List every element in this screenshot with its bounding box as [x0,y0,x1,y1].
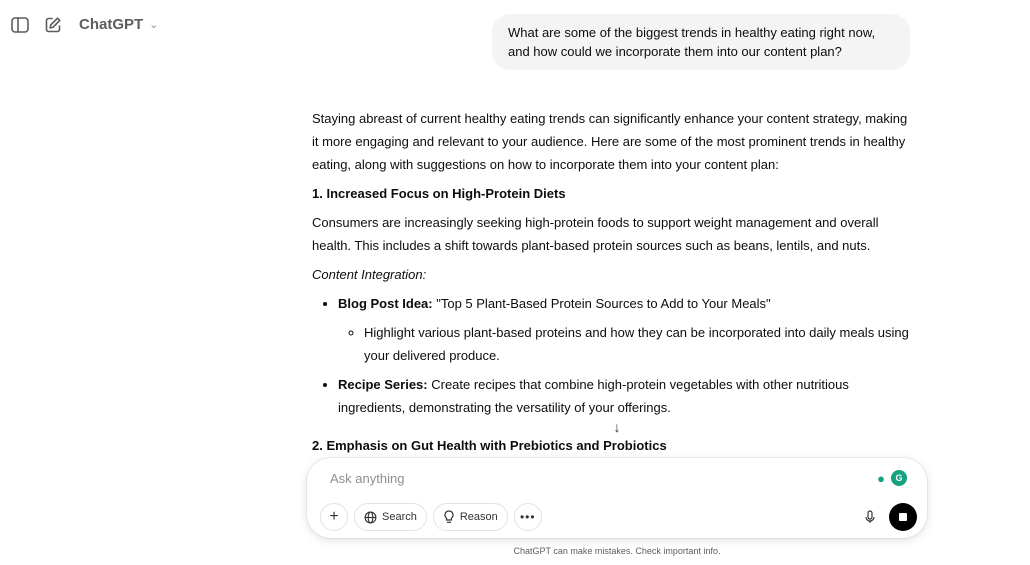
response-intro: Staying abreast of current healthy eating trends can significantly enhance your content strategy, making it more engaging and relevant to your audience. Here are some of the most prominent trends in healthy eating, along with suggestions on how to incorporate them into your content plan: [312,111,908,172]
assistant-response [312,107,912,453]
microphone-icon[interactable] [858,505,882,529]
plus-icon: + [329,508,339,525]
model-name: ChatGPT [79,16,144,33]
model-selector[interactable] [79,16,158,33]
reason-button-label: Reason [459,511,498,523]
sidebar-toggle-icon[interactable] [9,14,31,36]
chat-input[interactable] [328,470,852,487]
bullet-text-blog: "Top 5 Plant-Based Protein Sources to Add to Your Meals" [432,296,771,311]
globe-icon [364,511,377,524]
search-button-label: Search [382,511,417,523]
more-options-button[interactable] [514,503,542,531]
sub-list-item [364,321,912,367]
bullet-text-recipe: Create recipes that combine high-protein vegetables with other nutritious ingredients, demonstrating the versatility of your offerings. [338,377,849,415]
composer [307,458,927,538]
stop-icon [899,513,907,521]
integration-list [312,292,912,419]
user-message-bubble [492,14,910,70]
reason-button[interactable] [433,503,508,531]
bullet-label-blog: Blog Post Idea: [338,296,433,311]
section-body-1: Consumers are increasingly seeking high-protein foods to support weight management and overall health. This includes a shift towards plant-based protein sources such as beans, lentils, and nuts. [312,215,879,253]
grammarly-icon[interactable]: G [891,470,907,486]
list-item [338,373,912,419]
user-message-text: What are some of the biggest trends in healthy eating right now, and how could we incorporate them into our content plan? [508,25,876,59]
scroll-down-arrow-icon[interactable]: ↓ [613,419,621,435]
search-button[interactable] [354,503,427,531]
add-attachment-button[interactable] [320,503,348,531]
lightbulb-extension-icon[interactable]: ● [873,470,889,486]
bullet-label-recipe: Recipe Series: [338,377,428,392]
chevron-down-icon: ⌄ [149,19,159,31]
lightbulb-icon [443,510,455,524]
disclaimer-note: ChatGPT can make mistakes. Check important info. [513,546,721,556]
content-integration-label: Content Integration: [312,267,427,282]
list-item [338,292,912,367]
section-heading-1: 1. Increased Focus on High-Protein Diets [312,186,566,201]
stop-generating-button[interactable] [889,503,917,531]
section-heading-2: 2. Emphasis on Gut Health with Prebiotics and Probiotics [312,438,667,453]
ellipsis-icon: ••• [519,510,536,524]
new-chat-icon[interactable] [42,14,64,36]
composer-tools [320,503,542,531]
extension-icons [873,470,907,486]
sub-bullet-text: Highlight various plant-based proteins and how they can be incorporated into daily meals using your delivered produce. [364,325,909,363]
